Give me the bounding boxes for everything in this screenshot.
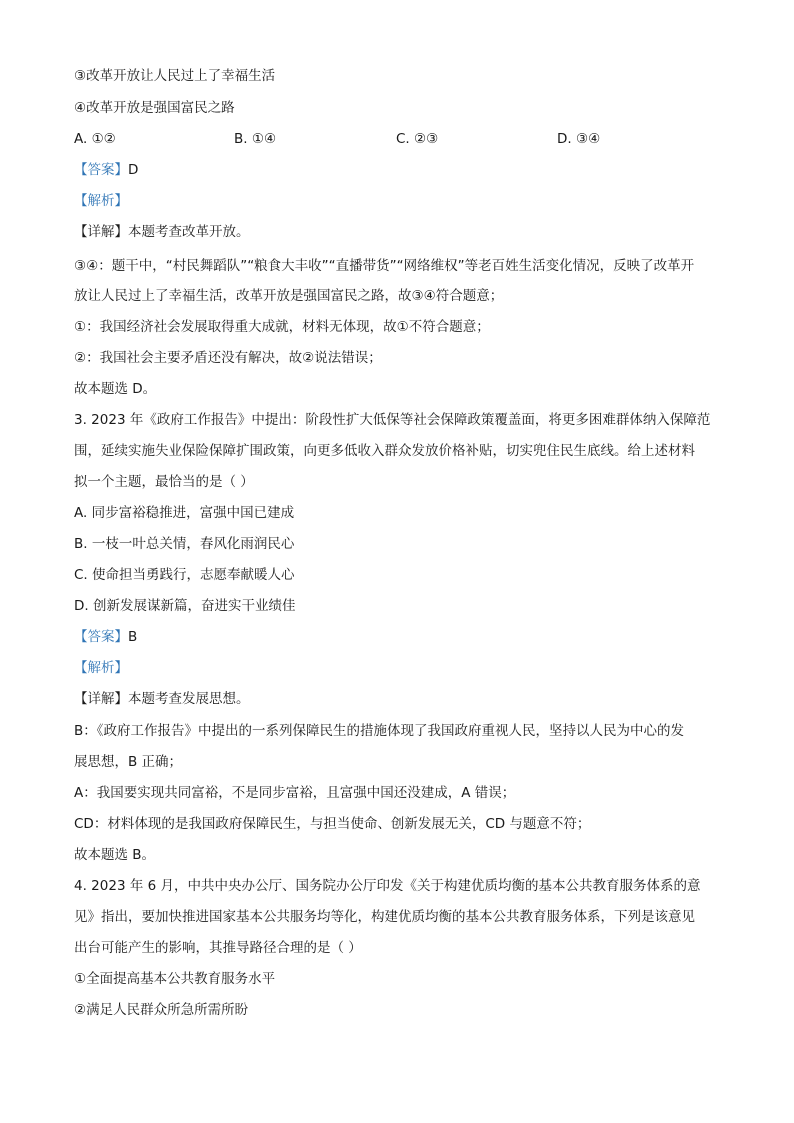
question-4-stem: 出台可能产生的影响，其推导路径合理的是（ ） [74,940,362,956]
question-3-stem: 3. 2023 年《政府工作报告》中提出：阶段性扩大低保等社会保障政策覆盖面，将更多困难群体纳入保障范 [74,412,711,428]
statement-3: ③改革开放让人民过上了幸福生活 [74,68,276,84]
option-a: A. 同步富裕稳推进，富强中国已建成 [74,505,295,521]
detail-tag: 详解 [87,691,115,707]
answer-tag: 答案 [87,162,115,178]
option-c: C. 使命担当勇践行，志愿奉献暖人心 [74,567,295,583]
detail-intro: 本题考查改革开放。 [128,224,250,240]
option-d: D. 创新发展谋新篇，奋进实干业绩佳 [74,598,296,614]
explanation-line: ③④：题干中，“村民舞蹈队”“粮食大丰收”“直播带货”“网络维权”等老百姓生活变化情况，反映了改革开 [74,258,695,274]
statement-4: ④改革开放是强国富民之路 [74,100,235,116]
explanation-line: 放让人民过上了幸福生活，改革开放是强国富民之路，故③④符合题意； [74,288,504,304]
detail-line: 【详解】本题考查改革开放。 [74,224,250,240]
option-d: D. ③④ [557,131,601,147]
answer-line: 【答案】B [74,629,138,645]
explanation-line: A：我国要实现共同富裕，不是同步富裕，且富强中国还没建成，A 错误； [74,785,516,801]
explanation-line: B：《政府工作报告》中提出的一系列保障民生的措施体现了我国政府重视人民，坚持以人民为中心的发 [74,723,685,739]
answer-line: 【答案】D [74,162,139,178]
statement-1: ①全面提高基本公共教育服务水平 [74,971,276,987]
detail-line: 【详解】本题考查发展思想。 [74,691,250,707]
explanation-line: ①：我国经济社会发展取得重大成就，材料无体现，故①不符合题意； [74,319,490,335]
conclusion-line: 故本题选 D。 [74,381,157,397]
answer-value: D [128,162,139,178]
conclusion-line: 故本题选 B。 [74,847,156,863]
option-b: B. ①④ [234,131,277,147]
answer-tag: 答案 [87,629,115,645]
answer-value: B [128,629,138,645]
analysis-tag: 解析 [87,193,115,209]
question-3-stem: 拟一个主题，最恰当的是（ ） [74,474,254,490]
statement-2: ②满足人民群众所急所需所盼 [74,1002,249,1018]
option-b: B. 一枝一叶总关情，春风化雨润民心 [74,536,295,552]
explanation-line: 展思想，B 正确； [74,754,183,770]
question-4-stem: 4. 2023 年 6 月，中共中央办公厅、国务院办公厅印发《关于构建优质均衡的基本公共教育服务体系的意 [74,878,701,894]
analysis-tag: 解析 [87,660,115,676]
explanation-line: CD：材料体现的是我国政府保障民生，与担当使命、创新发展无关，CD 与题意不符； [74,816,591,832]
explanation-line: ②：我国社会主要矛盾还没有解决，故②说法错误； [74,350,382,366]
detail-tag: 详解 [87,224,115,240]
question-4-stem: 见》指出，要加快推进国家基本公共服务均等化，构建优质均衡的基本公共教育服务体系，下列是该意见 [74,909,695,925]
option-a: A. ①② [74,131,116,147]
analysis-line: 【解析】 [74,660,128,676]
analysis-line: 【解析】 [74,193,128,209]
question-3-stem: 围，延续实施失业保险保障扩围政策，向更多低收入群众发放价格补贴，切实兜住民生底线。给上述材料 [74,443,695,459]
detail-intro: 本题考查发展思想。 [128,691,250,707]
option-c: C. ②③ [396,131,439,147]
